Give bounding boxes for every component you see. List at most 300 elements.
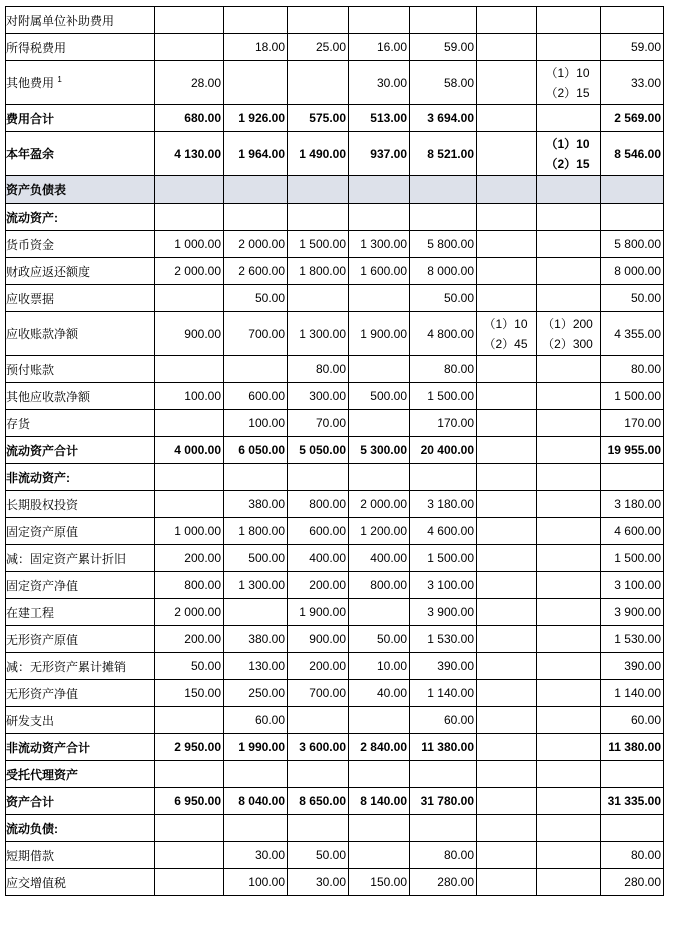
value-cell: 3 900.00 (410, 599, 477, 626)
table-row (6, 61, 664, 105)
table-row (6, 626, 664, 653)
value-cell (349, 7, 410, 34)
value-cell: 8 040.00 (224, 788, 288, 815)
row-label (6, 545, 155, 572)
value-cell (477, 680, 537, 707)
value-cell (537, 680, 601, 707)
value-cell: 25.00 (288, 34, 349, 61)
value-cell (410, 204, 477, 231)
value-cell (537, 258, 601, 285)
value-cell: 31 780.00 (410, 788, 477, 815)
row-label (6, 518, 155, 545)
value-cell (477, 626, 537, 653)
value-cell: 2 000.00 (155, 599, 224, 626)
value-cell: 800.00 (288, 491, 349, 518)
value-cell (537, 545, 601, 572)
value-cell: 2 000.00 (349, 491, 410, 518)
value-cell (288, 7, 349, 34)
value-cell: 1 490.00 (288, 132, 349, 176)
value-cell (601, 7, 664, 34)
financial-statement-table (5, 6, 664, 896)
value-cell: 28.00 (155, 61, 224, 105)
value-cell (288, 761, 349, 788)
value-cell: 1 530.00 (601, 626, 664, 653)
value-cell: 4 355.00 (601, 312, 664, 356)
row-label (6, 410, 155, 437)
value-cell: 937.00 (349, 132, 410, 176)
value-cell: 1 800.00 (288, 258, 349, 285)
row-label (6, 105, 155, 132)
value-cell: 3 900.00 (601, 599, 664, 626)
value-cell (155, 204, 224, 231)
value-cell (537, 464, 601, 491)
value-cell (477, 383, 537, 410)
value-cell (477, 356, 537, 383)
value-cell (477, 734, 537, 761)
value-cell: 80.00 (601, 842, 664, 869)
value-cell (349, 410, 410, 437)
row-label (6, 707, 155, 734)
value-cell: 11 380.00 (410, 734, 477, 761)
value-cell (477, 34, 537, 61)
table-row (6, 869, 664, 896)
value-cell: 1 964.00 (224, 132, 288, 176)
value-cell: 1 000.00 (155, 231, 224, 258)
table-row (6, 545, 664, 572)
value-cell (477, 707, 537, 734)
value-cell: 1 900.00 (288, 599, 349, 626)
value-cell (477, 410, 537, 437)
row-label-text: 货币资金 (6, 237, 55, 252)
value-cell (224, 356, 288, 383)
table-row (6, 572, 664, 599)
value-cell: 5 300.00 (349, 437, 410, 464)
row-label-text: 本年盈余 (6, 147, 55, 161)
adjustment-cell (537, 312, 601, 356)
value-cell: 5 800.00 (601, 231, 664, 258)
value-cell (349, 204, 410, 231)
value-cell (224, 464, 288, 491)
value-cell (477, 491, 537, 518)
row-label (6, 464, 155, 491)
value-cell: 680.00 (155, 105, 224, 132)
value-cell (288, 707, 349, 734)
value-cell: 10.00 (349, 653, 410, 680)
value-cell: 50.00 (155, 653, 224, 680)
value-cell: 3 180.00 (410, 491, 477, 518)
row-label (6, 204, 155, 231)
adjustment-line: （1）200 (542, 316, 593, 331)
table-row (6, 761, 664, 788)
value-cell (477, 437, 537, 464)
value-cell: 2 569.00 (601, 105, 664, 132)
value-cell: 200.00 (288, 653, 349, 680)
value-cell: 6 950.00 (155, 788, 224, 815)
value-cell: 2 950.00 (155, 734, 224, 761)
value-cell: 80.00 (288, 356, 349, 383)
value-cell (288, 204, 349, 231)
value-cell: 30.00 (224, 842, 288, 869)
value-cell: 1 500.00 (288, 231, 349, 258)
value-cell: 600.00 (288, 518, 349, 545)
value-cell: 5 050.00 (288, 437, 349, 464)
value-cell (477, 231, 537, 258)
table-row (6, 356, 664, 383)
value-cell (601, 815, 664, 842)
value-cell (155, 176, 224, 204)
value-cell: 3 180.00 (601, 491, 664, 518)
row-label (6, 815, 155, 842)
row-label (6, 572, 155, 599)
row-label-text: 非流动资产合计 (6, 740, 91, 755)
value-cell: 100.00 (224, 410, 288, 437)
value-cell (477, 788, 537, 815)
row-label-text: 非流动资产: (6, 470, 70, 485)
value-cell: 130.00 (224, 653, 288, 680)
value-cell (477, 869, 537, 896)
value-cell (155, 707, 224, 734)
value-cell: 390.00 (601, 653, 664, 680)
row-label (6, 842, 155, 869)
value-cell: 58.00 (410, 61, 477, 105)
value-cell: 1 990.00 (224, 734, 288, 761)
value-cell: 800.00 (155, 572, 224, 599)
adjustment-line: （2）15 (545, 156, 590, 171)
value-cell (410, 7, 477, 34)
value-cell (477, 653, 537, 680)
value-cell (288, 176, 349, 204)
value-cell: 1 140.00 (601, 680, 664, 707)
value-cell: 400.00 (288, 545, 349, 572)
row-label-text: 短期借款 (6, 848, 55, 863)
value-cell: 1 900.00 (349, 312, 410, 356)
value-cell (224, 61, 288, 105)
value-cell (537, 869, 601, 896)
value-cell: 80.00 (410, 842, 477, 869)
value-cell: 280.00 (601, 869, 664, 896)
value-cell (349, 707, 410, 734)
row-label (6, 258, 155, 285)
value-cell (288, 464, 349, 491)
value-cell (224, 761, 288, 788)
value-cell (537, 204, 601, 231)
value-cell (155, 869, 224, 896)
value-cell (349, 599, 410, 626)
row-label-text: 财政应返还额度 (6, 264, 91, 279)
value-cell: 60.00 (224, 707, 288, 734)
value-cell (410, 815, 477, 842)
value-cell: 18.00 (224, 34, 288, 61)
row-label (6, 761, 155, 788)
value-cell (155, 34, 224, 61)
value-cell (477, 258, 537, 285)
row-label-text: 其他费用 (6, 76, 55, 90)
row-label (6, 653, 155, 680)
value-cell: 5 800.00 (410, 231, 477, 258)
value-cell (537, 626, 601, 653)
row-label (6, 176, 155, 204)
value-cell (477, 176, 537, 204)
value-cell: 80.00 (410, 356, 477, 383)
value-cell (155, 356, 224, 383)
value-cell: 250.00 (224, 680, 288, 707)
value-cell (224, 176, 288, 204)
value-cell: 1 300.00 (288, 312, 349, 356)
row-label-text: 对附属单位补助费用 (6, 13, 115, 28)
value-cell (477, 7, 537, 34)
adjustment-cell (537, 61, 601, 105)
table-row (6, 132, 664, 176)
value-cell: 19 955.00 (601, 437, 664, 464)
value-cell: 1 600.00 (349, 258, 410, 285)
row-label (6, 132, 155, 176)
value-cell: 1 000.00 (155, 518, 224, 545)
value-cell: 30.00 (349, 61, 410, 105)
value-cell (477, 132, 537, 176)
value-cell: 50.00 (224, 285, 288, 312)
table-row (6, 312, 664, 356)
value-cell: 6 050.00 (224, 437, 288, 464)
value-cell (477, 842, 537, 869)
table-row (6, 491, 664, 518)
row-label-text: 无形资产净值 (6, 686, 79, 701)
row-label-text: 资产负债表 (6, 183, 67, 197)
value-cell (288, 815, 349, 842)
value-cell: 2 000.00 (155, 258, 224, 285)
value-cell (601, 761, 664, 788)
table-row (6, 383, 664, 410)
value-cell: 4 600.00 (410, 518, 477, 545)
value-cell: 380.00 (224, 626, 288, 653)
value-cell (349, 176, 410, 204)
value-cell (537, 572, 601, 599)
row-label-text: 流动资产: (6, 210, 58, 225)
value-cell: 8 521.00 (410, 132, 477, 176)
value-cell: 500.00 (349, 383, 410, 410)
adjustment-line: （1）10 (545, 136, 590, 151)
table-row (6, 464, 664, 491)
row-label-text: 存货 (6, 416, 31, 431)
value-cell: 3 600.00 (288, 734, 349, 761)
value-cell (410, 761, 477, 788)
value-cell: 700.00 (224, 312, 288, 356)
value-cell: 59.00 (601, 34, 664, 61)
row-label-text: 所得税费用 (6, 40, 67, 55)
value-cell: 59.00 (410, 34, 477, 61)
row-label-text: 应交增值税 (6, 875, 67, 890)
value-cell (537, 437, 601, 464)
row-label (6, 34, 155, 61)
value-cell: 3 100.00 (410, 572, 477, 599)
value-cell (601, 204, 664, 231)
value-cell: 400.00 (349, 545, 410, 572)
table-row (6, 410, 664, 437)
value-cell: 11 380.00 (601, 734, 664, 761)
row-label (6, 7, 155, 34)
table-row (6, 231, 664, 258)
row-label-text: 流动资产合计 (6, 443, 79, 458)
value-cell (288, 285, 349, 312)
value-cell: 40.00 (349, 680, 410, 707)
value-cell: 50.00 (349, 626, 410, 653)
value-cell: 1 500.00 (410, 383, 477, 410)
value-cell (601, 176, 664, 204)
value-cell: 390.00 (410, 653, 477, 680)
value-cell (155, 491, 224, 518)
table-row (6, 518, 664, 545)
value-cell (349, 842, 410, 869)
value-cell (349, 285, 410, 312)
value-cell (477, 285, 537, 312)
footnote-marker: 1 (57, 75, 62, 84)
value-cell: 900.00 (155, 312, 224, 356)
value-cell: 200.00 (155, 545, 224, 572)
value-cell (155, 410, 224, 437)
row-label-text: 预付账款 (6, 362, 55, 377)
value-cell: 1 926.00 (224, 105, 288, 132)
value-cell (537, 105, 601, 132)
value-cell: 200.00 (155, 626, 224, 653)
value-cell: 1 300.00 (224, 572, 288, 599)
value-cell: 1 530.00 (410, 626, 477, 653)
value-cell: 1 140.00 (410, 680, 477, 707)
value-cell (477, 545, 537, 572)
row-label (6, 599, 155, 626)
value-cell (410, 176, 477, 204)
value-cell (477, 518, 537, 545)
table-body (6, 7, 664, 896)
table-row (6, 707, 664, 734)
row-label-text: 固定资产净值 (6, 578, 79, 593)
value-cell: 20 400.00 (410, 437, 477, 464)
table-row (6, 599, 664, 626)
value-cell (155, 815, 224, 842)
adjustment-line: （2）300 (542, 336, 593, 351)
value-cell: 170.00 (410, 410, 477, 437)
value-cell: 80.00 (601, 356, 664, 383)
value-cell: 50.00 (601, 285, 664, 312)
value-cell: 3 694.00 (410, 105, 477, 132)
value-cell: 50.00 (288, 842, 349, 869)
value-cell (349, 761, 410, 788)
value-cell: 150.00 (349, 869, 410, 896)
row-label (6, 356, 155, 383)
table-row (6, 842, 664, 869)
adjustment-cell (477, 312, 537, 356)
value-cell (410, 464, 477, 491)
value-cell: 31 335.00 (601, 788, 664, 815)
value-cell (537, 707, 601, 734)
value-cell: 700.00 (288, 680, 349, 707)
value-cell: 8 546.00 (601, 132, 664, 176)
row-label-text: 流动负债: (6, 821, 58, 836)
value-cell: 300.00 (288, 383, 349, 410)
value-cell (601, 464, 664, 491)
table-row (6, 105, 664, 132)
row-label-text: 固定资产原值 (6, 524, 79, 539)
value-cell: 4 130.00 (155, 132, 224, 176)
value-cell (537, 788, 601, 815)
value-cell: 33.00 (601, 61, 664, 105)
table-row (6, 34, 664, 61)
value-cell (477, 599, 537, 626)
value-cell: 16.00 (349, 34, 410, 61)
adjustment-line: （2）15 (545, 85, 590, 100)
row-label-text: 应收票据 (6, 291, 55, 306)
value-cell (477, 815, 537, 842)
value-cell (537, 491, 601, 518)
adjustment-line: （2）45 (483, 336, 528, 351)
value-cell (349, 815, 410, 842)
value-cell: 8 140.00 (349, 788, 410, 815)
value-cell (537, 231, 601, 258)
value-cell: 280.00 (410, 869, 477, 896)
value-cell (537, 842, 601, 869)
value-cell (477, 761, 537, 788)
value-cell (477, 464, 537, 491)
value-cell: 60.00 (410, 707, 477, 734)
row-label (6, 626, 155, 653)
value-cell (537, 356, 601, 383)
table-row (6, 788, 664, 815)
value-cell (537, 761, 601, 788)
value-cell: 4 800.00 (410, 312, 477, 356)
table-row (6, 176, 664, 204)
value-cell: 60.00 (601, 707, 664, 734)
value-cell: 1 500.00 (601, 383, 664, 410)
adjustment-line: （1）10 (483, 316, 528, 331)
row-label (6, 491, 155, 518)
row-label (6, 788, 155, 815)
table-row (6, 653, 664, 680)
row-label (6, 734, 155, 761)
row-label-text: 受托代理资产 (6, 767, 79, 782)
row-label-text: 减：固定资产累计折旧 (6, 551, 127, 566)
value-cell (537, 518, 601, 545)
row-label (6, 383, 155, 410)
row-label (6, 680, 155, 707)
row-label-text: 资产合计 (6, 794, 55, 809)
value-cell (537, 734, 601, 761)
value-cell (224, 815, 288, 842)
value-cell (477, 204, 537, 231)
value-cell (537, 7, 601, 34)
table-row (6, 258, 664, 285)
row-label (6, 231, 155, 258)
row-label (6, 437, 155, 464)
row-label-text: 无形资产原值 (6, 632, 79, 647)
value-cell: 30.00 (288, 869, 349, 896)
value-cell (224, 599, 288, 626)
value-cell: 2 000.00 (224, 231, 288, 258)
value-cell: 600.00 (224, 383, 288, 410)
value-cell (537, 34, 601, 61)
table-row (6, 7, 664, 34)
row-label (6, 869, 155, 896)
row-label-text: 应收账款净额 (6, 327, 79, 341)
value-cell: 2 840.00 (349, 734, 410, 761)
value-cell (537, 176, 601, 204)
table-row (6, 437, 664, 464)
value-cell: 70.00 (288, 410, 349, 437)
row-label-text: 费用合计 (6, 111, 55, 126)
value-cell: 8 000.00 (410, 258, 477, 285)
value-cell (155, 761, 224, 788)
value-cell (224, 204, 288, 231)
row-label (6, 285, 155, 312)
row-label (6, 312, 155, 356)
value-cell (349, 356, 410, 383)
